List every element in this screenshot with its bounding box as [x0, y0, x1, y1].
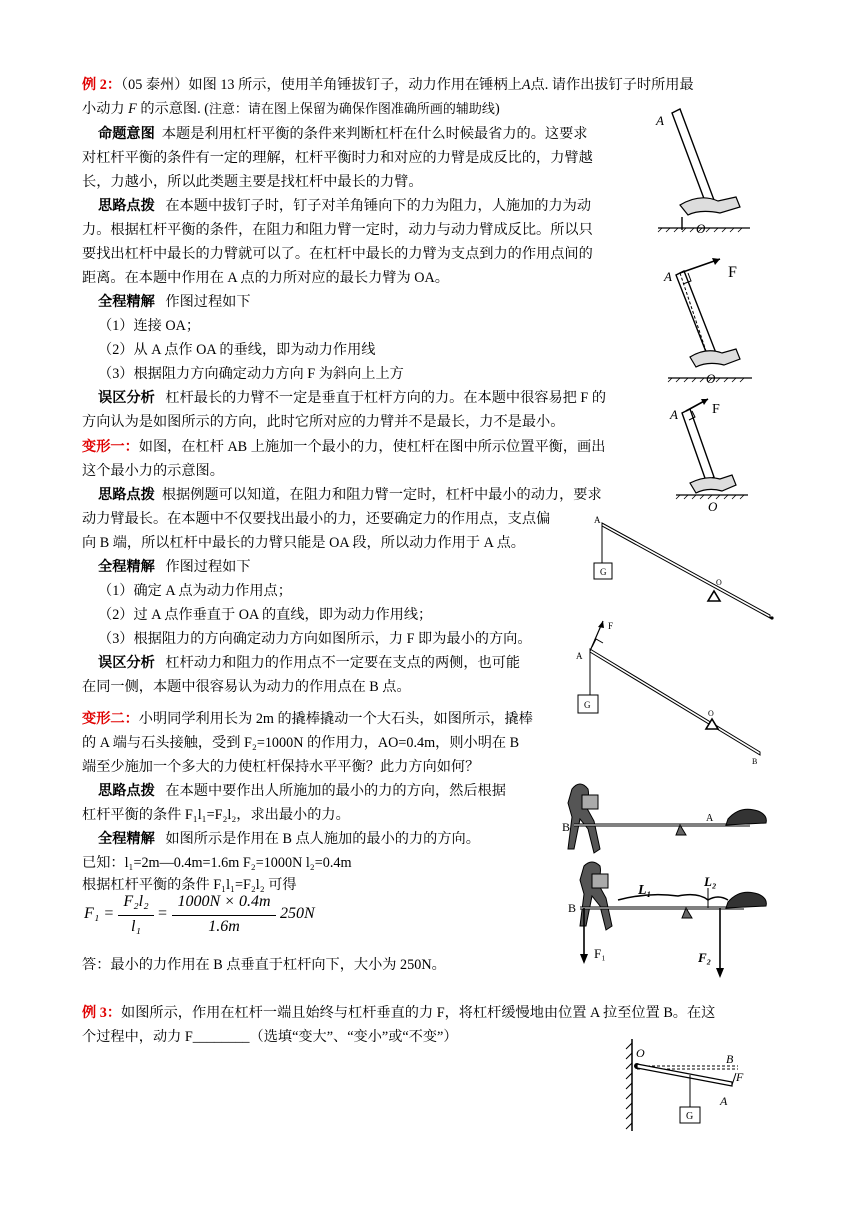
fig2-label-a: A	[664, 269, 672, 284]
ex2-intent-2: 对杠杆平衡的条件有一定的理解，杠杆平衡时力和对应的力臂是成反比的，力臂越	[82, 150, 593, 166]
fig1-label-o: O	[696, 221, 706, 236]
crowbar1-label-a: A	[706, 813, 714, 824]
v1-solve: 全程精解 作图过程如下	[98, 559, 251, 575]
v1-line-1: 变形一：如图，在杠杆 AB 上施加一个最小的力，使杠杆在图中所示位置平衡，画出	[82, 439, 606, 455]
ex2-line-1: 例 2：（05 泰州）如图 13 所示，使用羊角锤拔钉子，动力作用在锤柄上A点. 请作出拔钉子时所用最	[82, 77, 694, 93]
ex2-line-2: 小动力 F 的示意图. (注意：请在图上保留为确保作图准确所画的辅助线)	[82, 101, 500, 117]
fig3-label-f: F	[712, 402, 720, 417]
hammer-figure-2	[660, 255, 760, 385]
ex2-err: 误区分析 杠杆最长的力臂不一定是垂直于杠杆方向的力。在本题中很容易把 F 的	[98, 390, 607, 406]
v1-step-2: （2）过 A 点作垂直于 OA 的直线，即为动力作用线；	[98, 607, 433, 623]
hammer-figure-1	[650, 105, 760, 235]
v1-line-2: 这个最小力的示意图。	[82, 463, 224, 479]
ex2-step-1: （1）连接 OA；	[98, 318, 201, 334]
ex2-title: 例 2：	[82, 77, 122, 93]
wall-label-g: G	[686, 1111, 694, 1122]
lever2-label-f: F	[608, 621, 614, 631]
ex2-step-3: （3）根据阻力方向确定动力方向 F 为斜向上上方	[98, 366, 404, 382]
crowbar2-label-f2: F₂	[698, 950, 712, 965]
v1-title: 变形一：	[82, 439, 139, 455]
lever1-label-g: G	[600, 567, 607, 577]
ex2-err-2: 方向认为是如图所示的方向，此时它所对应的力臂并不是最长，力不是最小。	[82, 414, 565, 430]
v1-tips: 思路点拨 根据例题可以知道，在阻力和阻力臂一定时，杠杆中最小的动力，要求	[98, 487, 602, 503]
wall-label-f: F	[736, 1070, 744, 1084]
crowbar2-label-f1: F₁	[594, 946, 606, 961]
wall-label-b: B	[726, 1052, 734, 1066]
ex2-tips-2: 力。根据杠杆平衡的条件，在阻力和阻力臂一定时，动力与动力臂成反比。所以只	[82, 222, 593, 238]
wall-label-a: A	[720, 1094, 728, 1108]
crowbar-figure-2	[560, 860, 770, 980]
v2-answer: 答：最小的力作用在 B 点垂直于杠杆向下，大小为 250N。	[82, 957, 446, 973]
ex2-step-2: （2）从 A 点作 OA 的垂线，即为动力作用线	[98, 342, 376, 358]
ex2-solve: 全程精解 作图过程如下	[98, 294, 251, 310]
v1-err-2: 在同一侧，本题中很容易认为动力的作用点在 B 点。	[82, 679, 411, 695]
ex2-intent-3: 长，力越小，所以此类题主要是找杠杆中最长的力臂。	[82, 174, 423, 190]
crowbar2-label-l2: L₂	[704, 874, 717, 889]
ex2-tips-4: 距离。在本题中作用在 A 点的力所对应的最长力臂为 OA。	[82, 270, 449, 286]
hammer-figure-3	[668, 395, 758, 520]
lever2-label-b: B	[752, 757, 758, 766]
v2-line-2: 的 A 端与石头接触，受到 F₂=1000N 的作用力，AO=0.4m，则小明在 B	[82, 735, 520, 751]
crowbar1-label-b: B	[562, 820, 571, 834]
v2-tips-2: 杠杆平衡的条件 F₁l₁=F₂l₂，求出最小的力。	[82, 807, 350, 823]
ex3-title: 例 3：	[82, 1005, 122, 1021]
crowbar2-label-b: B	[568, 901, 577, 915]
v2-title: 变形二：	[82, 711, 139, 727]
v2-condition: 根据杠杆平衡的条件 F₁l₁=F₂l₂ 可得	[82, 877, 297, 893]
fig2-label-f: F	[728, 264, 737, 281]
fig3-label-a: A	[670, 407, 678, 422]
crowbar-figure-1	[560, 775, 770, 865]
ex2-intent: 命题意图 本题是利用杠杆平衡的条件来判断杠杆在什么时候最省力的。这要求	[98, 126, 588, 142]
v1-err: 误区分析 杠杆动力和阻力的作用点不一定要在支点的两侧，也可能	[98, 655, 521, 671]
fig1-label-a: A	[656, 113, 664, 128]
lever-figure-1	[590, 515, 780, 625]
v2-tips: 思路点拨 在本题中要作出人所施加的最小的力的方向，然后根据	[98, 783, 506, 799]
lever1-label-o: O	[716, 578, 722, 587]
wall-lever-figure	[620, 1035, 770, 1135]
crowbar2-label-l1: L₁	[638, 883, 652, 898]
v2-line-1: 变形二：小明同学利用长为 2m 的撬棒撬动一个大石头，如图所示，撬棒	[82, 711, 533, 727]
v1-step-1: （1）确定 A 点为动力作用点；	[98, 583, 292, 599]
lever1-label-a: A	[594, 515, 601, 525]
ex2-tips-3: 要找出杠杆中最长的力臂就可以了。在杠杆中最长的力臂为支点到力的作用点间的	[82, 246, 593, 262]
ex3-line-1: 例 3：如图所示，作用在杠杆一端且始终与杠杆垂直的力 F，将杠杆缓慢地由位置 A 拉至位置 B。在这	[82, 1005, 716, 1021]
v1-tips-2: 动力臂最长。在本题中不仅要找出最小的力，还要确定力的作用点，支点偏	[82, 511, 551, 527]
lever2-label-o: O	[708, 709, 714, 718]
fig3-label-o: O	[708, 499, 718, 514]
v2-line-3: 端至少施加一个多大的力使杠杆保持水平平衡？此力方向如何？	[82, 759, 480, 775]
v2-solve: 全程精解 如图所示是作用在 B 点人施加的最小的力的方向。	[98, 831, 480, 847]
wall-label-o: O	[636, 1046, 645, 1060]
lever-figure-2	[572, 615, 772, 765]
v1-step-3: （3）根据阻力的方向确定动力方向如图所示，力 F 即为最小的方向。	[98, 631, 532, 647]
fig2-label-o: O	[706, 371, 716, 386]
ex3-line-2: 个过程中，动力 F________（选填“变大”、“变小”或“不变”）	[82, 1029, 458, 1045]
lever2-label-g: G	[584, 700, 591, 710]
v2-known: 已知：l₁=2m—0.4m=1.6m F₂=1000N l₂=0.4m	[82, 855, 352, 871]
v1-tips-3: 向 B 端，所以杠杆中最长的力臂只能是 OA 段，所以动力作用于 A 点。	[82, 535, 525, 551]
ex2-tips: 思路点拨 在本题中拔钉子时，钉子对羊角锤向下的力为阻力，人施加的力为动	[98, 198, 592, 214]
lever2-label-a: A	[576, 651, 583, 661]
